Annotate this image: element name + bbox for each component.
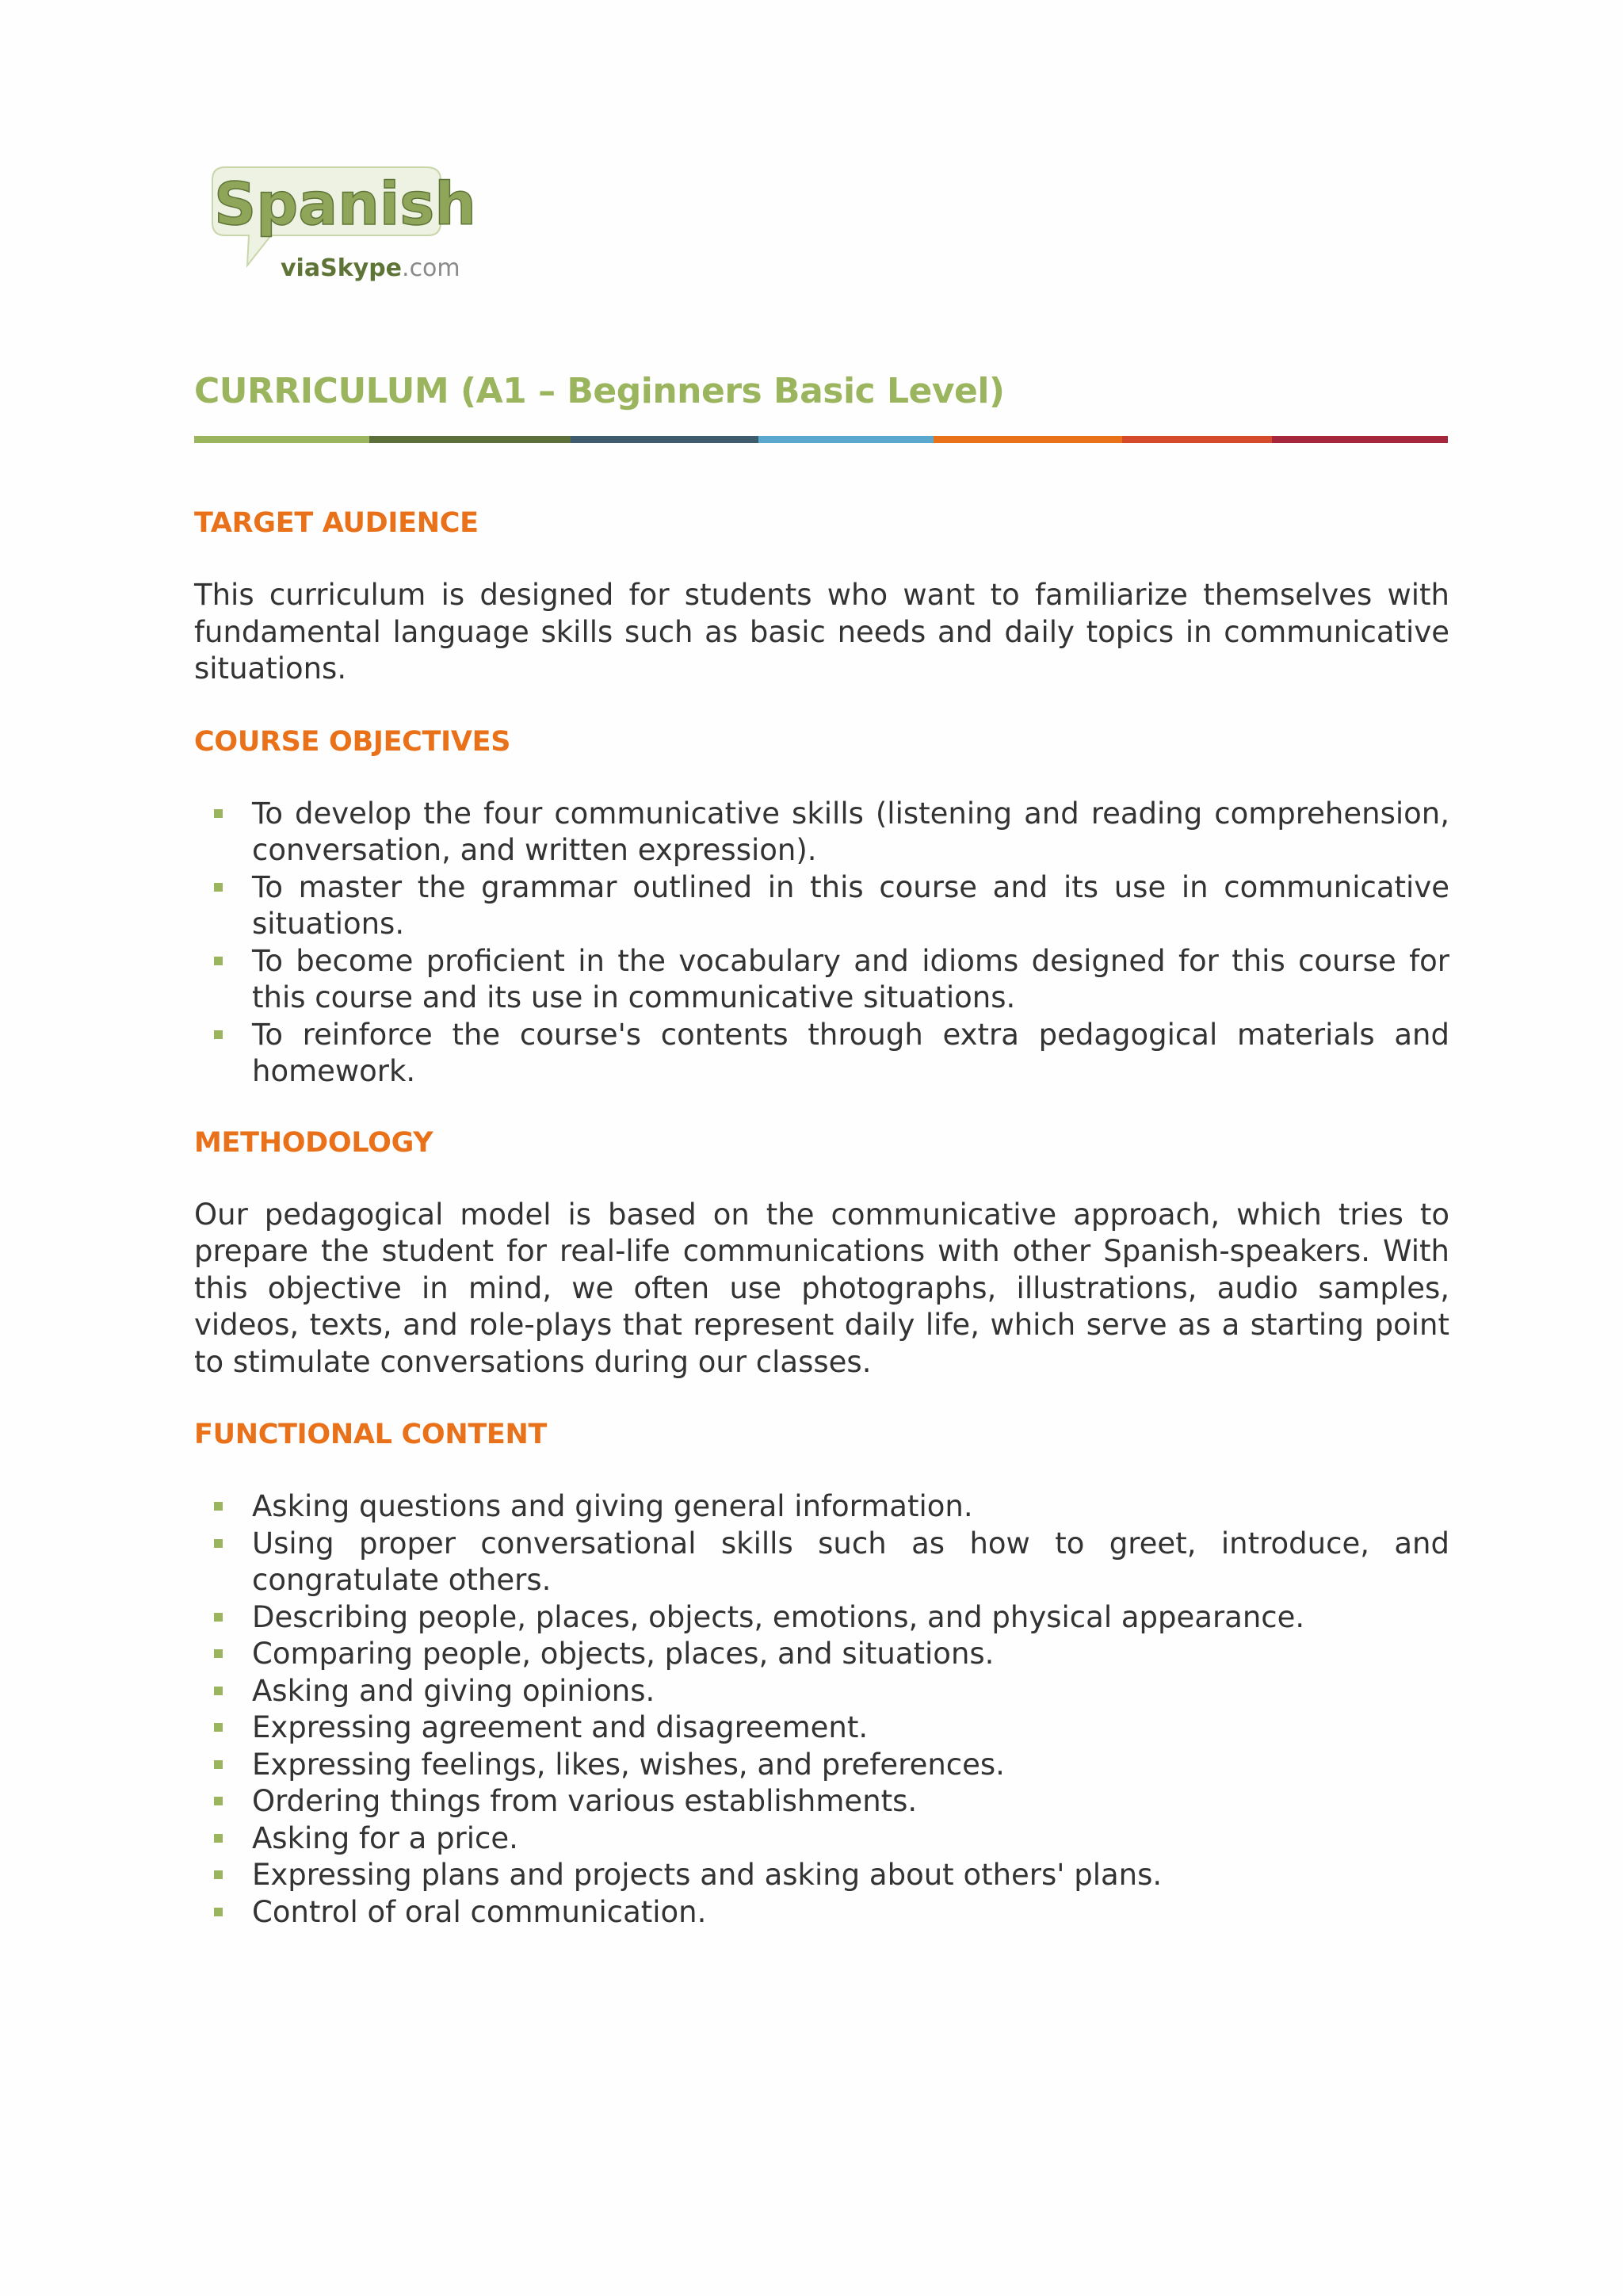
- svg-text:viaSkype.com: [281, 254, 460, 282]
- list-item: Using proper conversational skills such as how to greet, introduce, and congratulate others.: [194, 1526, 1449, 1599]
- logo-sub-bold: viaSkype: [281, 254, 403, 282]
- list-item: Comparing people, objects, places, and situations.: [194, 1636, 1449, 1673]
- logo-sub-light: .com: [402, 254, 460, 282]
- bullet-icon: [214, 1723, 223, 1732]
- list-item: To develop the four communicative skills (listening and reading comprehension, conversation, and written expression).: [194, 796, 1449, 869]
- heading-target-audience: TARGET AUDIENCE: [194, 507, 479, 539]
- bullet-icon: [214, 1870, 223, 1879]
- bullet-icon: [214, 1613, 223, 1622]
- methodology-text: Our pedagogical model is based on the communicative approach, which tries to prepare the student for real-life communications with other Spanish-speakers. With this objective in mind, we often use photographs, illustrations, audio samples, videos, texts, and role-plays that represent daily life, which serve as a starting point to stimulate conversations during our classes.: [194, 1197, 1449, 1379]
- list-item: Expressing feelings, likes, wishes, and preferences.: [194, 1747, 1449, 1784]
- heading-methodology: METHODOLOGY: [194, 1126, 433, 1159]
- list-item: Describing people, places, objects, emotions, and physical appearance.: [194, 1599, 1449, 1637]
- main-content: [194, 507, 1449, 1931]
- list-item: Expressing agreement and disagreement.: [194, 1710, 1449, 1747]
- list-item: To master the grammar outlined in this course and its use in communicative situations.: [194, 869, 1449, 943]
- course-objectives-list: [194, 796, 1449, 1091]
- bullet-icon: [214, 957, 223, 965]
- list-item: Asking for a price.: [194, 1820, 1449, 1858]
- list-item: Control of oral communication.: [194, 1894, 1449, 1931]
- bullet-icon: [214, 1539, 223, 1548]
- title-divider: [194, 436, 1448, 443]
- page-title: CURRICULUM (A1 – Beginners Basic Level): [194, 371, 1005, 411]
- list-item: To become proficient in the vocabulary and idioms designed for this course for this course and its use in communicative situations.: [194, 943, 1449, 1017]
- list-item: To reinforce the course's contents through extra pedagogical materials and homework.: [194, 1017, 1449, 1091]
- bullet-icon: [214, 1502, 223, 1511]
- bullet-icon: [214, 1687, 223, 1695]
- bullet-icon: [214, 1797, 223, 1805]
- bullet-icon: [214, 809, 223, 818]
- bullet-icon: [214, 1908, 223, 1916]
- heading-course-objectives: COURSE OBJECTIVES: [194, 725, 511, 758]
- functional-content-list: [194, 1488, 1449, 1931]
- logo-main-text: Spanish: [214, 170, 476, 239]
- target-audience-text: This curriculum is designed for students who want to familiarize themselves with fundamental language skills such as basic needs and daily topics in communicative situations.: [194, 578, 1449, 686]
- spanish-via-skype-logo: [198, 162, 476, 285]
- bullet-icon: [214, 1649, 223, 1658]
- bullet-icon: [214, 1760, 223, 1769]
- heading-functional-content: FUNCTIONAL CONTENT: [194, 1419, 548, 1450]
- bullet-icon: [214, 883, 223, 892]
- bullet-icon: [214, 1030, 223, 1039]
- list-item: Asking and giving opinions.: [194, 1673, 1449, 1710]
- bullet-icon: [214, 1834, 223, 1843]
- list-item: Asking questions and giving general information.: [194, 1488, 1449, 1526]
- list-item: Ordering things from various establishments.: [194, 1783, 1449, 1820]
- list-item: Expressing plans and projects and asking about others' plans.: [194, 1857, 1449, 1894]
